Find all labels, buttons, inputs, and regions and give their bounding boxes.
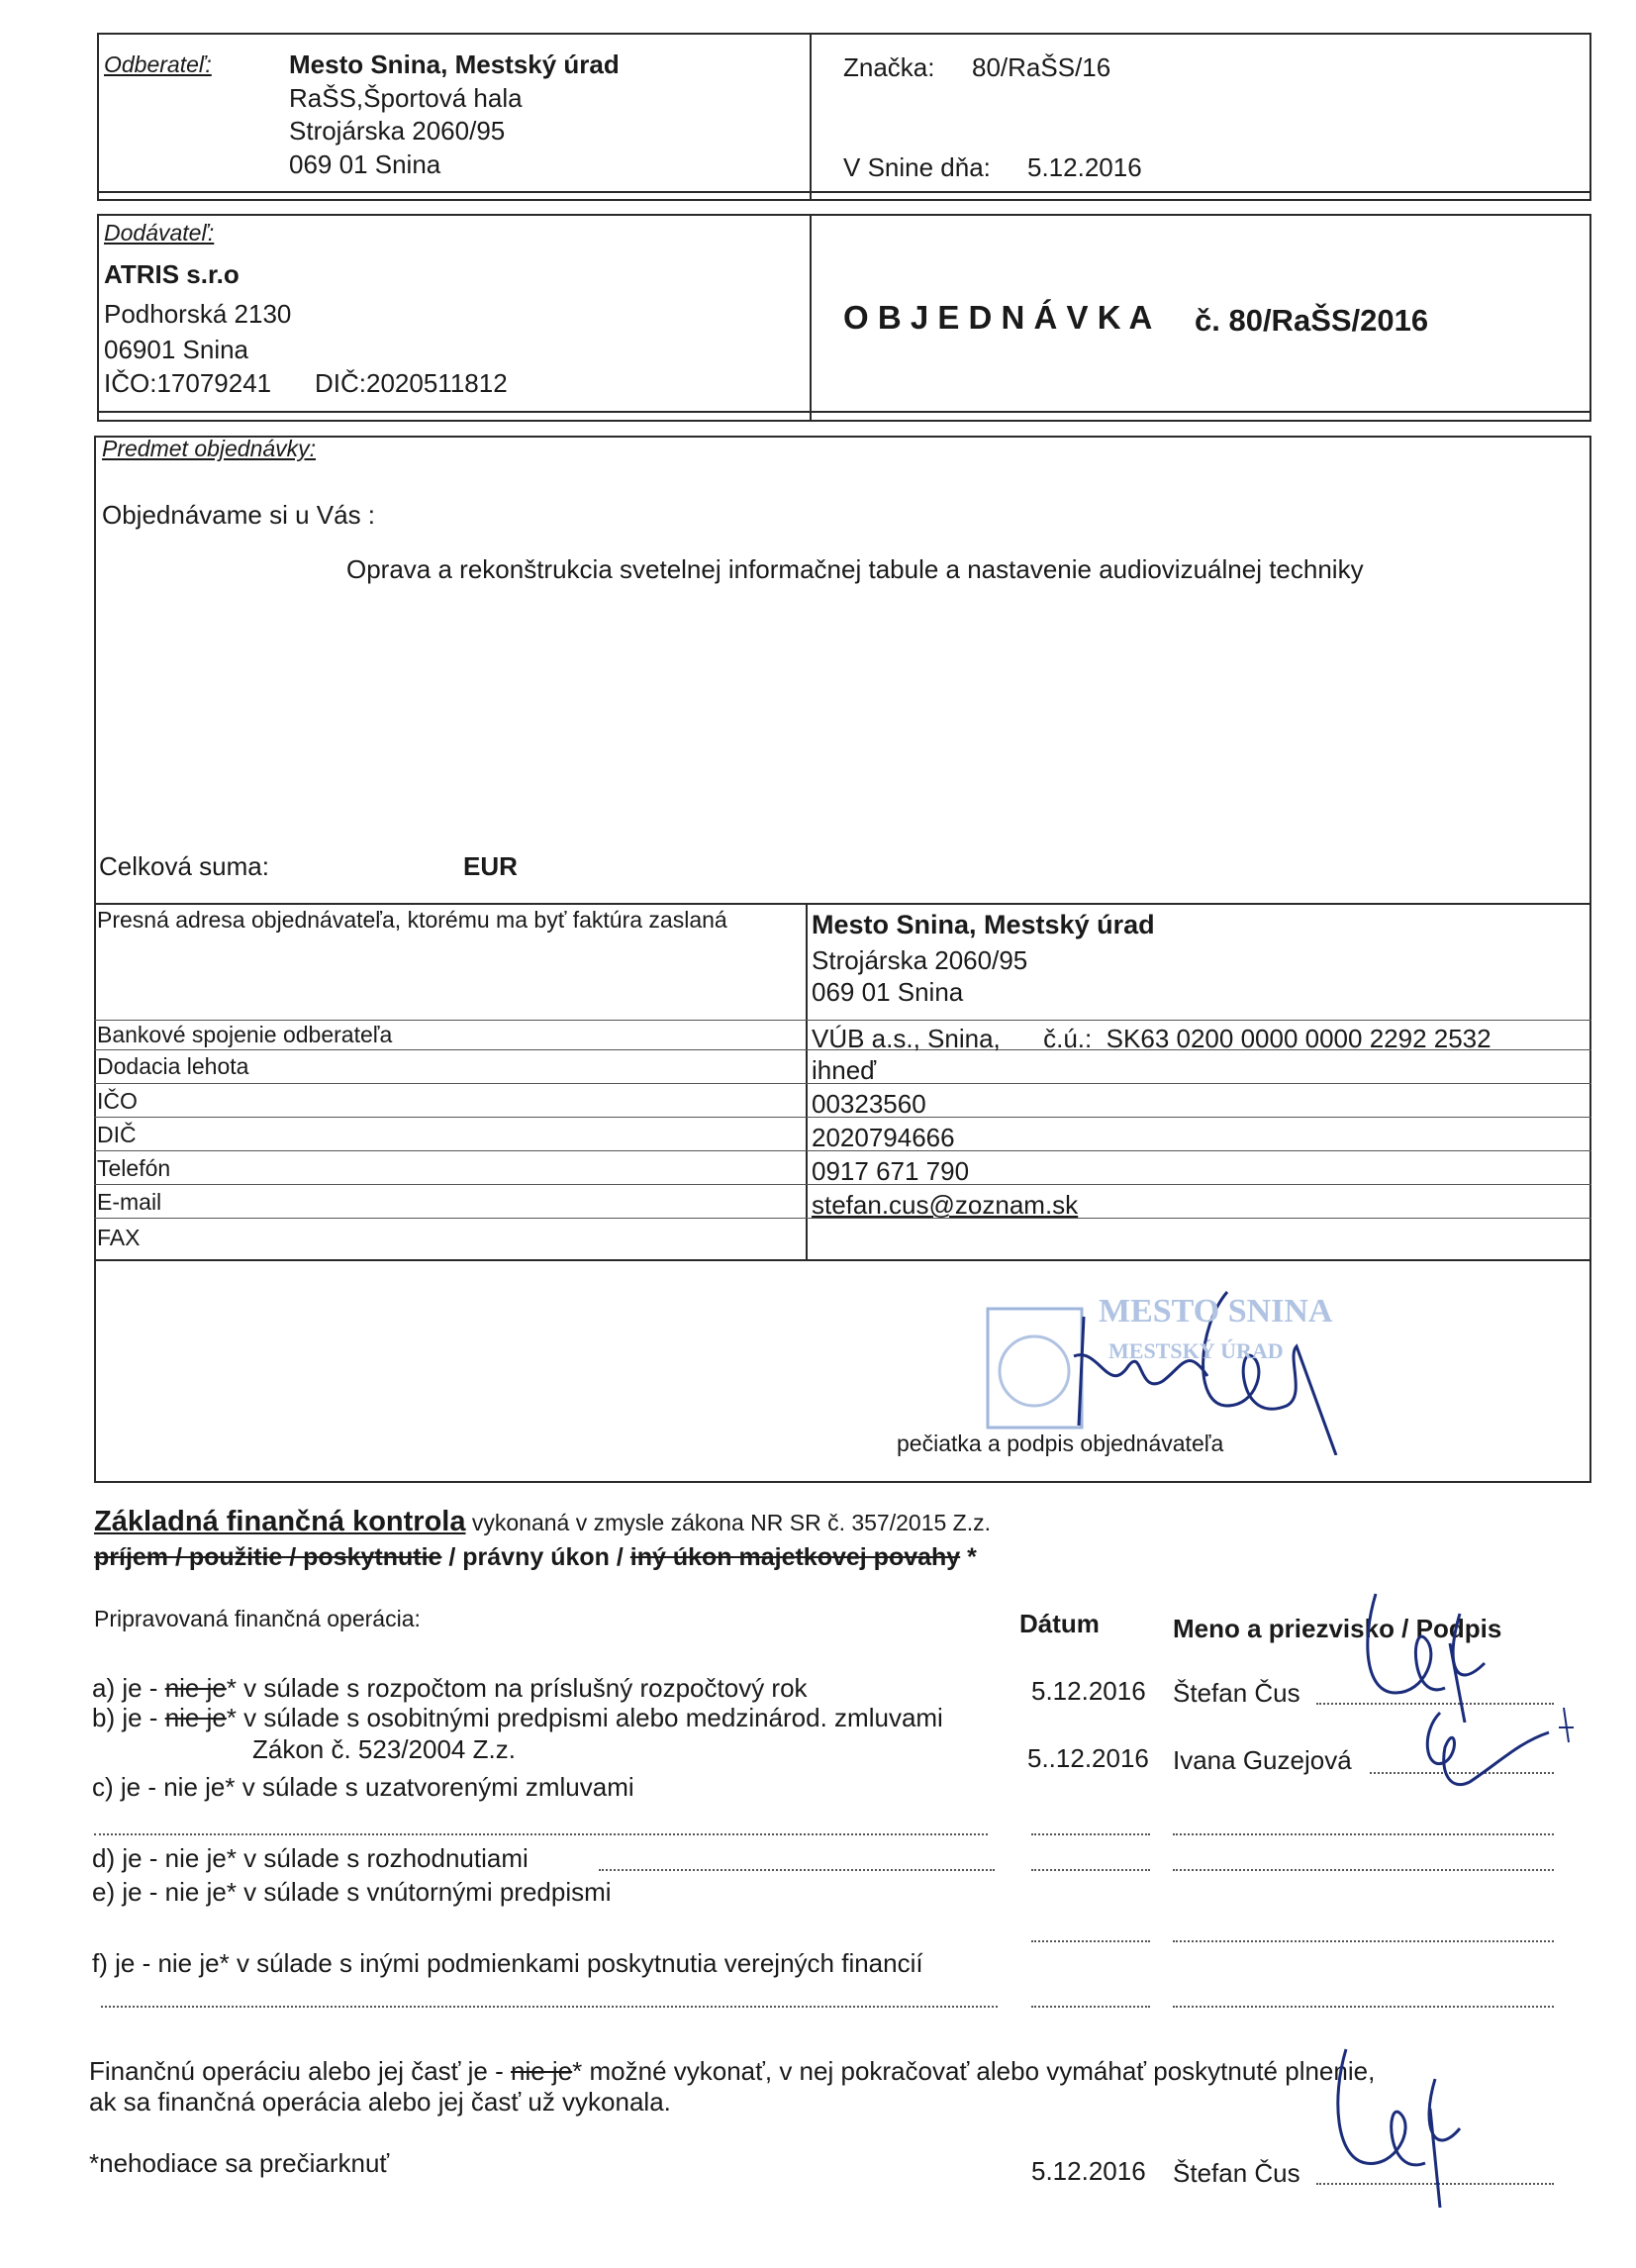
final-pre: Finančnú operáciu alebo jej časť je - — [89, 2056, 511, 2086]
znacka-value: 80/RaŠS/16 — [972, 52, 1111, 82]
item-a-date: 5.12.2016 — [1031, 1676, 1146, 1706]
supplier-ico: IČO:17079241 — [104, 368, 272, 398]
item-a-strike: nie je — [164, 1673, 227, 1703]
control-line2 — [94, 1542, 977, 1572]
odberatel-line3: Strojárska 2060/95 — [289, 116, 506, 146]
item-e-name-dots — [1173, 1940, 1554, 1942]
billing-address-city: 069 01 Snina — [812, 977, 964, 1007]
supplier-bottom-rule — [97, 411, 1591, 413]
billing-address-label: Presná adresa objednávateľa, ktorému ma byť faktúra zaslaná — [97, 907, 727, 933]
control-line2-star: * — [960, 1543, 977, 1571]
row-label-email: E-mail — [97, 1189, 162, 1215]
item-a-name: Štefan Čus — [1173, 1678, 1300, 1708]
item-f-dots — [101, 2006, 998, 2008]
signature-b — [1410, 1703, 1588, 1802]
stamp-caption: pečiatka a podpis objednávateľa — [897, 1430, 1224, 1456]
sum-label: Celková suma: — [99, 851, 269, 881]
control-line2-mid: / právny úkon / — [441, 1543, 630, 1571]
order-title: O B J E D N Á V K A — [843, 299, 1153, 336]
signature-a — [1356, 1584, 1514, 1723]
billing-divider — [806, 903, 808, 1259]
row-value-bank: VÚB a.s., Snina, č.ú.: SK63 0200 0000 0000 2292 2532 — [812, 1024, 1492, 1053]
item-b-name: Ivana Guzejová — [1173, 1745, 1352, 1775]
column-date: Dátum — [1019, 1609, 1100, 1638]
signature-final — [1326, 2039, 1494, 2208]
billing-bottom-rule — [94, 1259, 1591, 1261]
item-f: f) je - nie je* v súlade s inými podmienkami poskytnutia verejných financií — [92, 1948, 923, 1978]
row-label-bank: Bankové spojenie odberateľa — [97, 1022, 393, 1047]
row-label-ico: IČO — [97, 1088, 138, 1114]
odberatel-label: Odberateľ: — [104, 51, 212, 77]
odberatel-line2: RaŠS,Športová hala — [289, 83, 523, 113]
item-f-name-dots — [1173, 2006, 1554, 2008]
header-bottom-rule — [97, 191, 1591, 193]
final-line1 — [89, 2056, 1375, 2086]
control-title: Základná finančná kontrola — [94, 1506, 466, 1537]
billing-address-name: Mesto Snina, Mestský úrad — [812, 910, 1155, 939]
item-b-date: 5..12.2016 — [1027, 1743, 1149, 1773]
subject-intro: Objednávame si u Vás : — [102, 500, 376, 530]
item-c: c) je - nie je* v súlade s uzatvorenými zmluvami — [92, 1772, 634, 1802]
date-label: V Snine dňa: — [843, 152, 991, 182]
footnote: *nehodiace sa prečiarknuť — [89, 2148, 390, 2178]
sum-currency: EUR — [463, 851, 518, 881]
date-value: 5.12.2016 — [1027, 152, 1142, 182]
stamp-emblem — [1000, 1336, 1069, 1406]
supplier-city: 06901 Snina — [104, 335, 249, 364]
item-b-law: Zákon č. 523/2004 Z.z. — [252, 1734, 516, 1764]
item-c-date-dots — [1031, 1833, 1150, 1835]
odberatel-line4: 069 01 Snina — [289, 149, 441, 179]
header-divider — [810, 33, 812, 201]
item-b-strike: nie je — [164, 1703, 227, 1732]
subject-text: Oprava a rekonštrukcia svetelnej informačnej tabule a nastavenie audiovizuálnej techniky — [346, 554, 1364, 584]
row-label-dic: DIČ — [97, 1122, 137, 1147]
item-d-name-dots — [1173, 1869, 1554, 1871]
item-c-dots — [94, 1833, 988, 1835]
row-label-fax: FAX — [97, 1225, 141, 1250]
supplier-dic: DIČ:2020511812 — [315, 368, 508, 398]
item-e-date-dots — [1031, 1940, 1150, 1942]
znacka-label: Značka: — [843, 52, 935, 82]
final-post: * možné vykonať, v nej pokračovať alebo vymáhať poskytnuté plnenie, — [572, 2056, 1376, 2086]
item-c-name-dots — [1173, 1833, 1554, 1835]
control-title-rest: vykonaná v zmysle zákona NR SR č. 357/2015 Z.z. — [465, 1510, 992, 1535]
final-line2: ak sa finančná operácia alebo jej časť už vykonala. — [89, 2087, 671, 2117]
final-strike: nie je — [511, 2056, 573, 2086]
control-heading — [94, 1507, 991, 1537]
item-e: e) je - nie je* v súlade s vnútornými predpismi — [92, 1877, 612, 1907]
supplier-street: Podhorská 2130 — [104, 299, 292, 329]
row-label-delivery: Dodacia lehota — [97, 1053, 249, 1079]
column-name: Meno a priezvisko / Podpis — [1173, 1614, 1502, 1643]
item-d-dots — [599, 1869, 995, 1871]
control-line2-strike1: príjem / použitie / poskytnutie — [94, 1543, 442, 1571]
supplier-divider — [810, 214, 812, 422]
supplier-name: ATRIS s.r.o — [104, 259, 240, 289]
row-value-delivery: ihneď — [812, 1055, 877, 1085]
item-f-date-dots — [1031, 2006, 1150, 2008]
stamp-subtext: MESTSKÝ ÚRAD — [1108, 1338, 1284, 1363]
control-line2-strike2: iný úkon majetkovej povahy — [629, 1543, 961, 1571]
subject-label: Predmet objednávky: — [102, 436, 317, 461]
item-a-post: * v súlade s rozpočtom na príslušný rozpočtový rok — [226, 1673, 808, 1703]
item-a-pre: a) je - — [92, 1673, 165, 1703]
item-a — [92, 1673, 808, 1703]
item-b-pre: b) je - — [92, 1703, 165, 1732]
row-value-ico: 00323560 — [812, 1089, 926, 1119]
row-label-phone: Telefón — [97, 1155, 171, 1181]
item-b — [92, 1703, 943, 1732]
stamp-text: MESTO SNINA — [1099, 1293, 1333, 1330]
row-value-phone: 0917 671 790 — [812, 1156, 970, 1186]
operation-label: Pripravovaná finančná operácia: — [94, 1606, 421, 1631]
final-date: 5.12.2016 — [1031, 2156, 1146, 2186]
item-d: d) je - nie je* v súlade s rozhodnutiami — [92, 1843, 529, 1873]
odberatel-name: Mesto Snina, Mestský úrad — [289, 49, 620, 79]
supplier-label: Dodávateľ: — [104, 220, 215, 246]
final-name: Štefan Čus — [1173, 2158, 1300, 2188]
order-number: č. 80/RaŠS/2016 — [1195, 303, 1429, 338]
item-b-post: * v súlade s osobitnými predpismi alebo medzinárod. zmluvami — [226, 1703, 943, 1732]
billing-address-street: Strojárska 2060/95 — [812, 945, 1028, 975]
email-link[interactable]: stefan.cus@zoznam.sk — [812, 1190, 1079, 1220]
item-d-date-dots — [1031, 1869, 1150, 1871]
row-value-email[interactable] — [812, 1190, 1078, 1220]
row-value-dic: 2020794666 — [812, 1123, 955, 1152]
